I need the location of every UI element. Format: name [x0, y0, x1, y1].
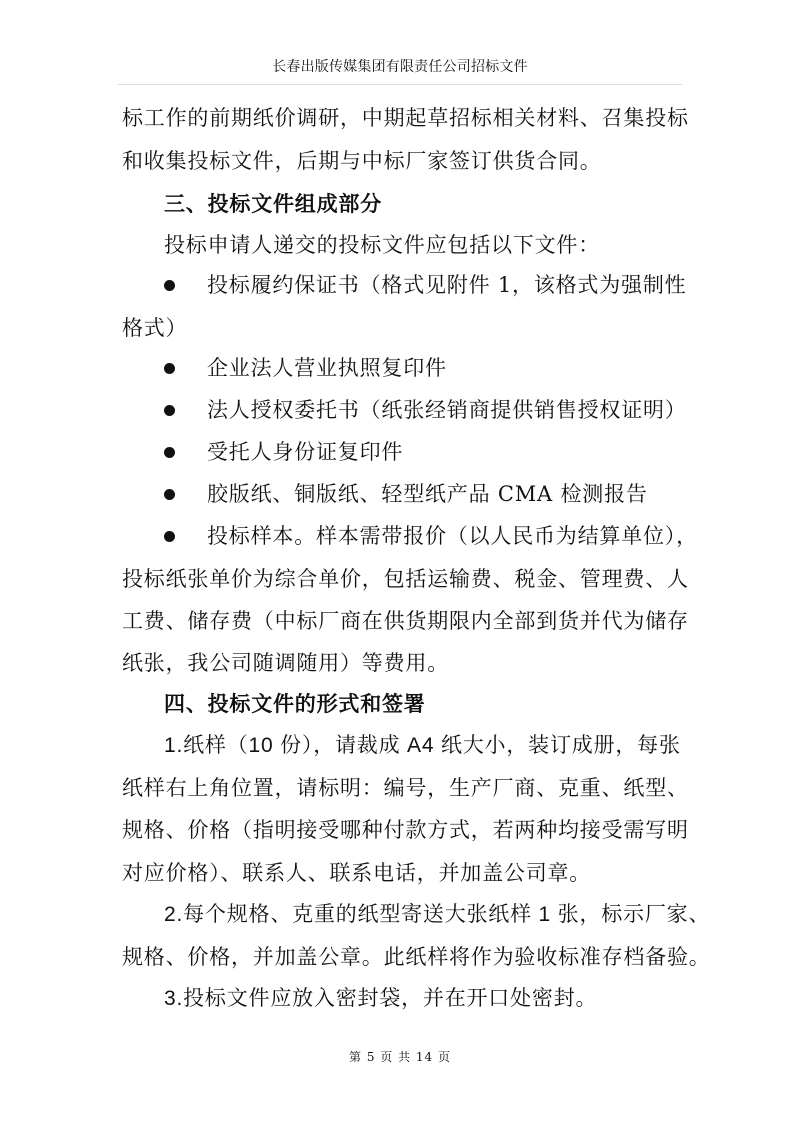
bullet-text: 投标样本。样本需带报价（以人民币为结算单位）， [207, 524, 698, 548]
bullet-text: 企业法人营业执照复印件 [207, 356, 447, 380]
paragraph-line: 工费、储存费（中标厂商在供货期限内全部到货并代为储存 [122, 609, 689, 633]
bullet-icon [164, 531, 175, 542]
page-header: 长春出版传媒集团有限责任公司招标文件 [272, 59, 528, 75]
paragraph-line: 标工作的前期纸价调研，中期起草招标相关材料、召集投标 [122, 106, 689, 130]
paragraph-line: 对应价格）、联系人、联系电话，并加盖公司章。 [122, 861, 592, 885]
bullet-icon [164, 405, 175, 416]
paragraph-line: 1.纸样（10 份），请裁成 A4 纸大小，装订成册，每张 [164, 734, 681, 757]
bullet-icon [164, 363, 175, 374]
paragraph-line: 规格、价格（指明接受哪种付款方式，若两种均接受需写明 [122, 818, 689, 842]
page-footer: 第 5 页 共 14 页 [349, 1050, 451, 1064]
paragraph-line: 规格、价格，并加盖公章。此纸样将作为验收标准存档备验。 [122, 945, 711, 969]
bullet-text: 投标履约保证书（格式见附件 1，该格式为强制性 [207, 273, 687, 297]
bullet-text: 法人授权委托书（纸张经销商提供销售授权证明） [207, 398, 687, 422]
bullet-text: 胶版纸、铜版纸、轻型纸产品 CMA 检测报告 [207, 482, 648, 506]
section-heading-3: 三、投标文件组成部分 [164, 191, 382, 216]
bullet-icon [164, 447, 175, 458]
bullet-text: 受托人身份证复印件 [207, 440, 404, 464]
paragraph-line: 纸张，我公司随调随用）等费用。 [122, 651, 449, 675]
paragraph-line: 纸样右上角位置，请标明：编号，生产厂商、克重、纸型、 [122, 776, 689, 800]
bullet-icon [164, 280, 175, 291]
paragraph-line: 2.每个规格、克重的纸型寄送大张纸样 1 张，标示厂家、 [164, 903, 711, 926]
paragraph-line: 投标纸张单价为综合单价，包括运输费、税金、管理费、人 [122, 567, 689, 591]
paragraph-line: 和收集投标文件，后期与中标厂家签订供货合同。 [122, 149, 602, 173]
paragraph-line: 投标申请人递交的投标文件应包括以下文件： [164, 233, 600, 257]
paragraph-line: 格式） [122, 316, 188, 340]
bullet-icon [164, 489, 175, 500]
section-heading-4: 四、投标文件的形式和签署 [164, 691, 426, 716]
header-divider [118, 84, 682, 85]
paragraph-line: 3.投标文件应放入密封袋，并在开口处密封。 [164, 987, 598, 1010]
